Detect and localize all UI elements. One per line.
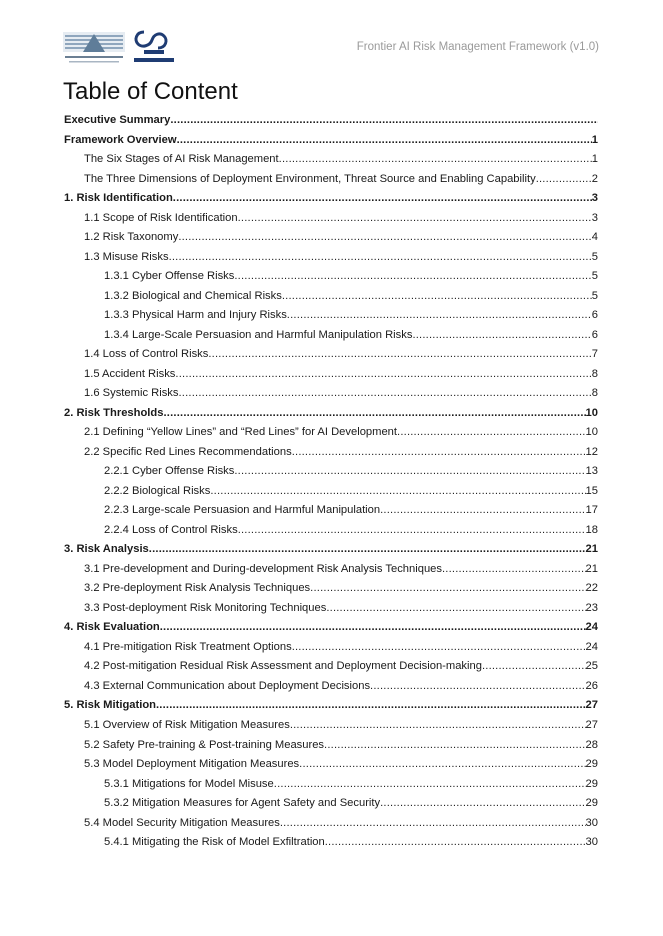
toc-entry-page: 29 [585, 777, 598, 790]
toc-dot-leader [324, 739, 586, 751]
toc-dot-leader [238, 212, 592, 224]
toc-entry-page: 29 [585, 797, 598, 810]
toc-entry-page: 24 [585, 640, 598, 653]
toc-entry-label: 5.4 Model Security Mitigation Measures [84, 816, 280, 829]
toc-entry-page: 3 [591, 192, 598, 205]
toc-entry-label: 5.3 Model Deployment Mitigation Measures [84, 758, 300, 771]
toc-entry[interactable] [64, 348, 598, 368]
toc-entry[interactable] [64, 134, 598, 154]
toc-entry[interactable] [64, 290, 598, 310]
toc-entry-label: 1.3 Misuse Risks [84, 250, 169, 263]
toc-entry-label: 1.3.4 Large-Scale Persuasion and Harmful Manipulation Risks [104, 328, 413, 341]
toc-entry-label: 5.2 Safety Pre-training & Post-training Measures [84, 738, 325, 751]
toc-entry-label: 3.3 Post-deployment Risk Monitoring Techniques [84, 601, 327, 614]
toc-entry-label: 1.2 Risk Taxonomy [84, 231, 179, 244]
toc-entry-label: 2.2.3 Large-scale Persuasion and Harmful Manipulation [104, 504, 381, 517]
toc-dot-leader [412, 329, 591, 341]
concordia-ai-logo [130, 28, 178, 66]
toc-entry-label: 2.2 Specific Red Lines Recommendations [84, 445, 292, 458]
toc-entry-page: 30 [585, 836, 598, 849]
toc-entry-page: 27 [585, 718, 598, 731]
page-header [0, 0, 663, 72]
toc-dot-leader [163, 407, 585, 419]
toc-entry-page: 1 [591, 153, 598, 166]
toc-entry[interactable] [64, 563, 598, 583]
table-of-contents [64, 114, 598, 856]
toc-entry[interactable] [64, 173, 598, 193]
toc-entry-page: 17 [585, 504, 598, 517]
toc-entry-label: Executive Summary [64, 114, 171, 126]
toc-entry[interactable] [64, 114, 598, 134]
toc-entry-page: 15 [585, 484, 598, 497]
toc-entry-label: 1.6 Systemic Risks [84, 387, 179, 400]
toc-entry-page: 26 [585, 679, 598, 692]
toc-entry-page: 10 [585, 406, 598, 419]
toc-dot-leader [160, 621, 586, 633]
shanghai-ai-lab-logo [63, 30, 125, 64]
toc-entry-label: 5.4.1 Mitigating the Risk of Model Exfiltration [104, 836, 325, 849]
toc-dot-leader [234, 465, 585, 477]
toc-entry[interactable] [64, 602, 598, 622]
toc-entry-page: 21 [585, 543, 598, 556]
toc-dot-leader [397, 426, 586, 438]
toc-entry-page: 18 [585, 523, 598, 536]
toc-entry-label: 4.1 Pre-mitigation Risk Treatment Options [84, 640, 292, 653]
toc-entry[interactable] [64, 270, 598, 290]
toc-dot-leader [290, 719, 586, 731]
toc-entry[interactable] [64, 504, 598, 524]
toc-entry-page: 23 [585, 601, 598, 614]
toc-dot-leader [370, 680, 586, 692]
toc-entry-page: 6 [591, 309, 598, 322]
toc-entry[interactable] [64, 485, 598, 505]
toc-dot-leader [299, 758, 585, 770]
toc-dot-leader [238, 524, 586, 536]
toc-entry-page: 27 [585, 699, 598, 712]
toc-entry-page: 8 [591, 367, 598, 380]
toc-entry-label: 2.2.1 Cyber Offense Risks [104, 465, 235, 478]
toc-entry[interactable] [64, 660, 598, 680]
toc-entry[interactable] [64, 719, 598, 739]
toc-entry-page: 7 [591, 348, 598, 361]
toc-entry-page: 12 [585, 445, 598, 458]
toc-entry-page: 21 [585, 562, 598, 575]
toc-entry[interactable] [64, 836, 598, 856]
toc-entry[interactable] [64, 817, 598, 837]
toc-entry-page: 5 [591, 250, 598, 263]
toc-entry-page: 4 [591, 231, 598, 244]
toc-entry[interactable] [64, 212, 598, 232]
toc-entry[interactable] [64, 192, 598, 212]
toc-entry[interactable] [64, 641, 598, 661]
toc-entry[interactable] [64, 329, 598, 349]
toc-entry[interactable] [64, 387, 598, 407]
toc-entry-label: 4. Risk Evaluation [64, 621, 160, 634]
toc-entry[interactable] [64, 368, 598, 388]
toc-dot-leader [442, 563, 586, 575]
toc-entry-label: Framework Overview [64, 133, 177, 146]
toc-dot-leader [234, 270, 591, 282]
toc-dot-leader [179, 387, 592, 399]
toc-entry-label: 3.1 Pre-development and During-development Risk Analysis Techniques [84, 562, 442, 575]
toc-entry[interactable] [64, 524, 598, 544]
toc-entry[interactable] [64, 680, 598, 700]
toc-entry-label: 5.1 Overview of Risk Mitigation Measures [84, 718, 290, 731]
toc-entry[interactable] [64, 621, 598, 641]
toc-entry-page: 10 [585, 426, 598, 439]
toc-entry-label: 5.3.1 Mitigations for Model Misuse [104, 777, 274, 790]
toc-entry-page: 8 [591, 387, 598, 400]
toc-dot-leader [149, 543, 586, 555]
toc-dot-leader [310, 582, 585, 594]
toc-entry-page: 30 [585, 816, 598, 829]
toc-entry-label: 5.3.2 Mitigation Measures for Agent Safety and Security [104, 797, 381, 810]
toc-entry-page: 2 [591, 172, 598, 185]
toc-dot-leader [274, 778, 586, 790]
toc-entry-page: 3 [591, 211, 598, 224]
toc-entry-label: 2.1 Defining “Yellow Lines” and “Red Lines” for AI Development [84, 426, 398, 439]
toc-entry-page: 6 [591, 328, 598, 341]
toc-entry[interactable] [64, 797, 598, 817]
toc-entry[interactable] [64, 465, 598, 485]
toc-entry-page: 1 [591, 133, 598, 146]
toc-entry[interactable] [64, 231, 598, 251]
toc-entry[interactable] [64, 543, 598, 563]
toc-dot-leader [282, 290, 592, 302]
toc-dot-leader [173, 192, 592, 204]
toc-entry-label: The Six Stages of AI Risk Management [84, 153, 279, 166]
toc-dot-leader [325, 836, 586, 848]
toc-entry-label: 1.3.3 Physical Harm and Injury Risks [104, 309, 287, 322]
toc-entry[interactable] [64, 446, 598, 466]
toc-entry-page: 29 [585, 758, 598, 771]
toc-entry-page: 5 [591, 270, 598, 283]
toc-entry-page: 13 [585, 465, 598, 478]
toc-dot-leader [279, 153, 592, 165]
toc-entry-page: 28 [585, 738, 598, 751]
toc-entry-label: 1.3.2 Biological and Chemical Risks [104, 289, 282, 302]
toc-entry-label: 2.2.4 Loss of Control Risks [104, 523, 238, 536]
toc-dot-leader [326, 602, 585, 614]
page-title: Table of Content [63, 78, 238, 105]
toc-entry-label: 4.3 External Communication about Deployment Decisions [84, 679, 371, 692]
toc-entry-label: 1. Risk Identification [64, 192, 173, 205]
toc-dot-leader [156, 699, 586, 711]
toc-entry[interactable] [64, 699, 598, 719]
toc-entry-label: 1.5 Accident Risks [84, 367, 176, 380]
toc-entry-page: 22 [585, 582, 598, 595]
document-header-title: Frontier AI Risk Management Framework (v1.0) [356, 41, 599, 53]
toc-entry-label: 4.2 Post-mitigation Residual Risk Assessment and Deployment Decision-making [84, 660, 482, 673]
toc-entry[interactable] [64, 153, 598, 173]
toc-dot-leader [169, 251, 592, 263]
toc-entry-label: 1.4 Loss of Control Risks [84, 348, 209, 361]
toc-dot-leader [175, 368, 591, 380]
toc-entry[interactable] [64, 426, 598, 446]
toc-entry[interactable] [64, 758, 598, 778]
toc-entry-page: 24 [585, 621, 598, 634]
toc-entry[interactable] [64, 778, 598, 798]
toc-dot-leader [380, 797, 585, 809]
toc-entry[interactable] [64, 582, 598, 602]
toc-dot-leader [380, 504, 585, 516]
toc-entry-label: 3.2 Pre-deployment Risk Analysis Techniques [84, 582, 311, 595]
toc-dot-leader [482, 660, 586, 672]
toc-entry[interactable] [64, 309, 598, 329]
toc-entry-page: 25 [585, 660, 598, 673]
toc-dot-leader [170, 114, 598, 126]
toc-entry-label: 3. Risk Analysis [64, 543, 149, 556]
toc-dot-leader [292, 641, 586, 653]
toc-dot-leader [280, 817, 586, 829]
toc-dot-leader [208, 348, 591, 360]
toc-entry-label: 2.2.2 Biological Risks [104, 484, 211, 497]
toc-dot-leader [292, 446, 586, 458]
toc-dot-leader [287, 309, 592, 321]
toc-entry[interactable] [64, 407, 598, 427]
toc-entry[interactable] [64, 251, 598, 271]
toc-entry[interactable] [64, 739, 598, 759]
toc-entry-page: 5 [591, 289, 598, 302]
toc-entry-label: The Three Dimensions of Deployment Environment, Threat Source and Enabling Capability [84, 172, 536, 185]
toc-entry-label: 5. Risk Mitigation [64, 699, 156, 712]
toc-entry-label: 2. Risk Thresholds [64, 406, 164, 419]
toc-dot-leader [536, 173, 592, 185]
toc-dot-leader [178, 231, 591, 243]
toc-entry-label: 1.1 Scope of Risk Identification [84, 211, 238, 224]
toc-dot-leader [177, 134, 592, 146]
toc-dot-leader [210, 485, 585, 497]
toc-entry-label: 1.3.1 Cyber Offense Risks [104, 270, 235, 283]
